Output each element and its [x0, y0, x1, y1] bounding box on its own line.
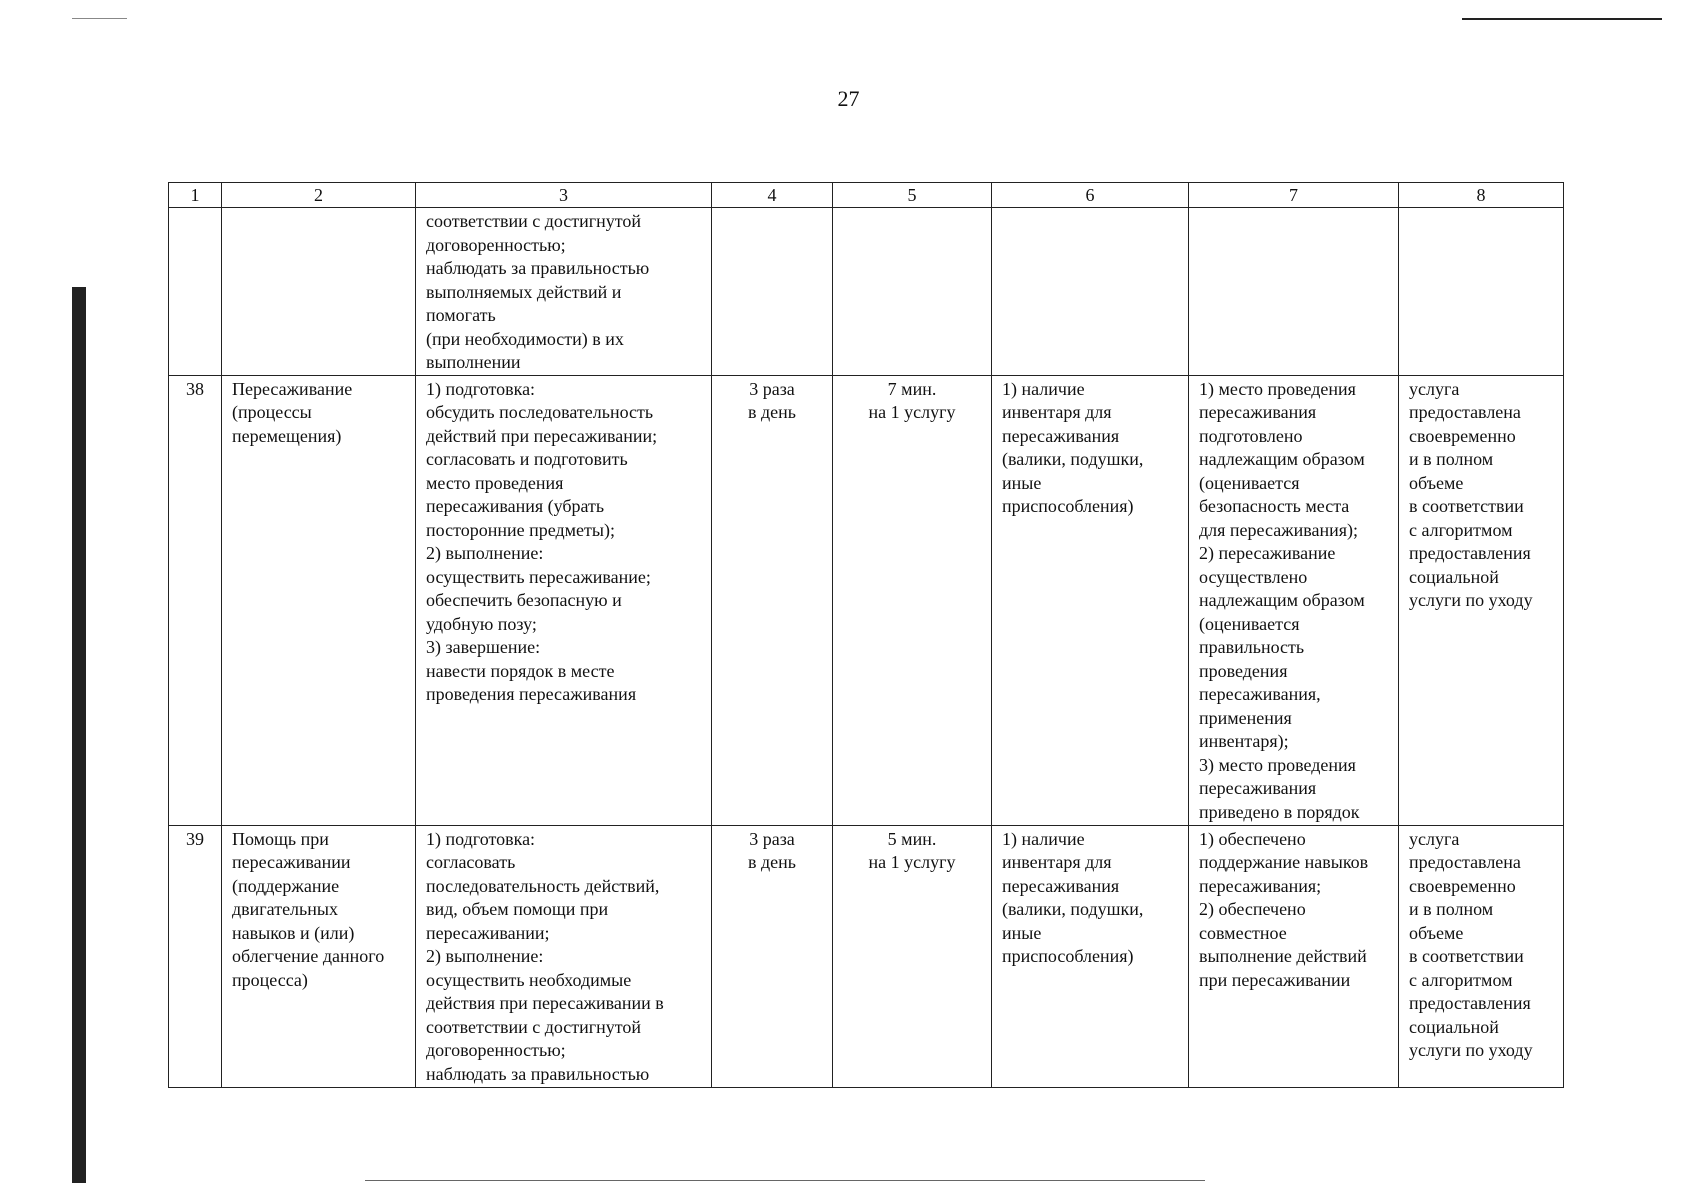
- scan-artifact-bar-left: [72, 287, 86, 1183]
- service-indicators: 1) обеспечено поддержание навыков пересаживания; 2) обеспечено совместное выполнение действий при пересаживании: [1189, 825, 1399, 1087]
- service-conditions: 1) наличие инвентаря для пересаживания (валики, подушки, иные приспособления): [992, 825, 1189, 1087]
- row-number: 39: [169, 825, 222, 1087]
- service-assessment: [1399, 208, 1564, 376]
- table-row-39: [169, 825, 1564, 1087]
- service-conditions: 1) наличие инвентаря для пересаживания (валики, подушки, иные приспособления): [992, 375, 1189, 825]
- service-indicators: [1189, 208, 1399, 376]
- service-actions: 1) подготовка: согласовать последовательность действий, вид, объем помощи при пересаживании; 2) выполнение: осуществить необходимые действия при пересаживании в соответствии с достигнутой договоренностью; наблюдать за правильностью: [416, 825, 712, 1087]
- scan-artifact-line-top-right: [1462, 18, 1662, 20]
- service-assessment: услуга предоставлена своевременно и в полном объеме в соответствии с алгоритмом предоставления социальной услуги по уходу: [1399, 825, 1564, 1087]
- table-header-row: [169, 183, 1564, 208]
- service-actions: соответствии с достигнутой договоренностью; наблюдать за правильностью выполняемых действий и помогать (при необходимости) в их выполнении: [416, 208, 712, 376]
- table-row-continuation: [169, 208, 1564, 376]
- service-duration: 7 мин. на 1 услугу: [833, 375, 992, 825]
- service-assessment: услуга предоставлена своевременно и в полном объеме в соответствии с алгоритмом предоставления социальной услуги по уходу: [1399, 375, 1564, 825]
- header-cell: 2: [222, 183, 416, 208]
- service-name: Пересаживание (процессы перемещения): [222, 375, 416, 825]
- scan-artifact-line-top-left: [72, 18, 127, 19]
- header-cell: 8: [1399, 183, 1564, 208]
- service-indicators: 1) место проведения пересаживания подготовлено надлежащим образом (оценивается безопасность места для пересаживания); 2) пересаживание осуществлено надлежащим образом (оценивается правильность проведения пересаживания, применения инвентаря); 3) место проведения пересаживания приведено в порядок: [1189, 375, 1399, 825]
- service-frequency: [712, 208, 833, 376]
- scan-artifact-line-bottom: [365, 1180, 1205, 1181]
- service-frequency: 3 раза в день: [712, 825, 833, 1087]
- services-table: [168, 182, 1564, 1088]
- page-number: 27: [837, 86, 860, 111]
- header-cell: 4: [712, 183, 833, 208]
- service-name: [222, 208, 416, 376]
- header-cell: 3: [416, 183, 712, 208]
- row-number: 38: [169, 375, 222, 825]
- header-cell: 7: [1189, 183, 1399, 208]
- service-duration: [833, 208, 992, 376]
- service-conditions: [992, 208, 1189, 376]
- row-number: [169, 208, 222, 376]
- header-cell: 6: [992, 183, 1189, 208]
- service-frequency: 3 раза в день: [712, 375, 833, 825]
- service-name: Помощь при пересаживании (поддержание двигательных навыков и (или) облегчение данного процесса): [222, 825, 416, 1087]
- header-cell: 5: [833, 183, 992, 208]
- header-cell: 1: [169, 183, 222, 208]
- table-row-38: [169, 375, 1564, 825]
- service-actions: 1) подготовка: обсудить последовательность действий при пересаживании; согласовать и подготовить место проведения пересаживания (убрать посторонние предметы); 2) выполнение: осуществить пересаживание; обеспечить безопасную и удобную позу; 3) завершение: навести порядок в месте проведения пересаживания: [416, 375, 712, 825]
- service-duration: 5 мин. на 1 услугу: [833, 825, 992, 1087]
